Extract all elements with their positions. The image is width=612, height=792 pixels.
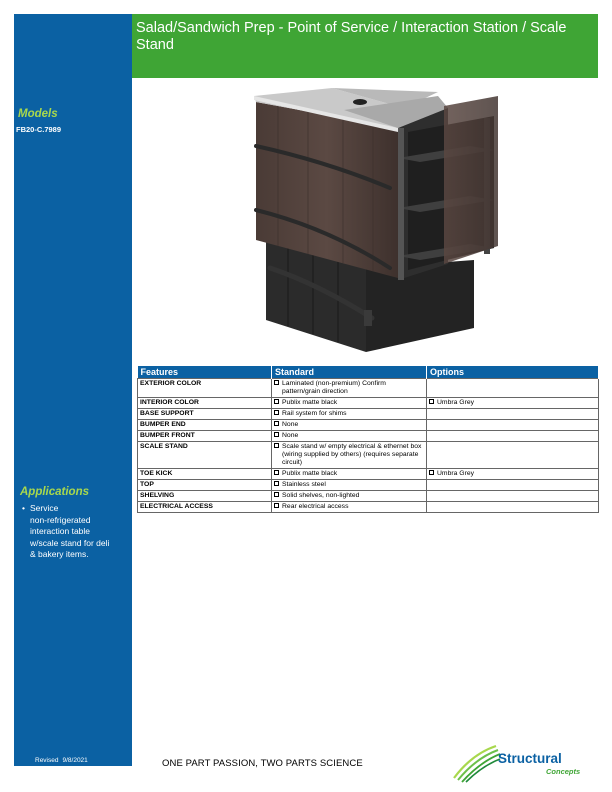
standard-cell: Rear electrical access bbox=[272, 502, 427, 513]
standard-cell: Scale stand w/ empty electrical & ethernet box (wiring supplied by others) (requires separate circuit) bbox=[272, 442, 427, 469]
standard-cell: None bbox=[272, 420, 427, 431]
applications-line: & bakery items. bbox=[30, 549, 89, 560]
feature-cell: SHELVING bbox=[138, 491, 272, 502]
product-image bbox=[248, 88, 500, 356]
feature-cell: TOP bbox=[138, 480, 272, 491]
table-header-row bbox=[138, 366, 599, 379]
model-code: FB20-C.7989 bbox=[16, 125, 62, 134]
standard-cell: Publix matte black bbox=[272, 469, 427, 480]
table-row bbox=[138, 491, 599, 502]
standard-cell: Rail system for shims bbox=[272, 409, 427, 420]
feature-cell: ELECTRICAL ACCESS bbox=[138, 502, 272, 513]
option-cell bbox=[427, 502, 599, 513]
header-features: Features bbox=[138, 366, 272, 379]
standard-cell: Solid shelves, non-lighted bbox=[272, 491, 427, 502]
table-row bbox=[138, 420, 599, 431]
checkbox-icon bbox=[274, 421, 279, 426]
feature-cell: BUMPER END bbox=[138, 420, 272, 431]
option-cell bbox=[427, 431, 599, 442]
revised-info bbox=[35, 757, 88, 764]
table-row bbox=[138, 502, 599, 513]
applications-line: non-refrigerated bbox=[30, 514, 91, 525]
logo-subtext: Concepts bbox=[546, 767, 581, 776]
applications-line: • Service bbox=[22, 503, 59, 513]
checkbox-icon bbox=[274, 443, 279, 448]
revised-date: 9/8/2021 bbox=[62, 757, 88, 764]
checkbox-icon bbox=[274, 503, 279, 508]
standard-cell: None bbox=[272, 431, 427, 442]
checkbox-icon bbox=[429, 470, 434, 475]
table-row bbox=[138, 431, 599, 442]
feature-cell: SCALE STAND bbox=[138, 442, 272, 469]
table-row bbox=[138, 469, 599, 480]
tagline: ONE PART PASSION, TWO PARTS SCIENCE bbox=[162, 758, 363, 769]
option-cell bbox=[427, 379, 599, 398]
feature-cell: BASE SUPPORT bbox=[138, 409, 272, 420]
checkbox-icon bbox=[274, 410, 279, 415]
checkbox-icon bbox=[274, 492, 279, 497]
checkbox-icon bbox=[274, 432, 279, 437]
table-row bbox=[138, 379, 599, 398]
document-number: 21703203 bbox=[46, 770, 73, 776]
table-row bbox=[138, 480, 599, 491]
applications-line: w/scale stand for deli bbox=[30, 537, 110, 548]
option-cell: Umbra Grey bbox=[427, 398, 599, 409]
page-title: Salad/Sandwich Prep - Point of Service / Interaction Station / Scale Stand bbox=[136, 20, 567, 53]
header-options: Options bbox=[427, 366, 599, 379]
option-cell bbox=[427, 420, 599, 431]
feature-cell: INTERIOR COLOR bbox=[138, 398, 272, 409]
feature-cell: EXTERIOR COLOR bbox=[138, 379, 272, 398]
standard-cell: Stainless steel bbox=[272, 480, 427, 491]
checkbox-icon bbox=[274, 481, 279, 486]
standard-cell: Laminated (non-premium) Confirm pattern/grain direction bbox=[272, 379, 427, 398]
feature-cell: TOE KICK bbox=[138, 469, 272, 480]
checkbox-icon bbox=[274, 399, 279, 404]
applications-line: interaction table bbox=[30, 526, 91, 537]
features-table bbox=[137, 366, 599, 513]
table-row bbox=[138, 442, 599, 469]
checkbox-icon bbox=[429, 399, 434, 404]
standard-cell: Publix matte black bbox=[272, 398, 427, 409]
applications-text bbox=[22, 503, 132, 561]
option-cell bbox=[427, 409, 599, 420]
checkbox-icon bbox=[274, 470, 279, 475]
option-cell bbox=[427, 480, 599, 491]
models-heading: Models bbox=[18, 108, 58, 120]
header-standard: Standard bbox=[272, 366, 427, 379]
option-cell bbox=[427, 491, 599, 502]
feature-cell: BUMPER FRONT bbox=[138, 431, 272, 442]
applications-heading: Applications bbox=[20, 486, 90, 498]
revised-label: Revised bbox=[35, 757, 59, 764]
option-cell: Umbra Grey bbox=[427, 469, 599, 480]
table-row bbox=[138, 409, 599, 420]
option-cell bbox=[427, 442, 599, 469]
table-row bbox=[138, 398, 599, 409]
logo-wordmark: Structural bbox=[498, 751, 562, 766]
checkbox-icon bbox=[274, 380, 279, 385]
